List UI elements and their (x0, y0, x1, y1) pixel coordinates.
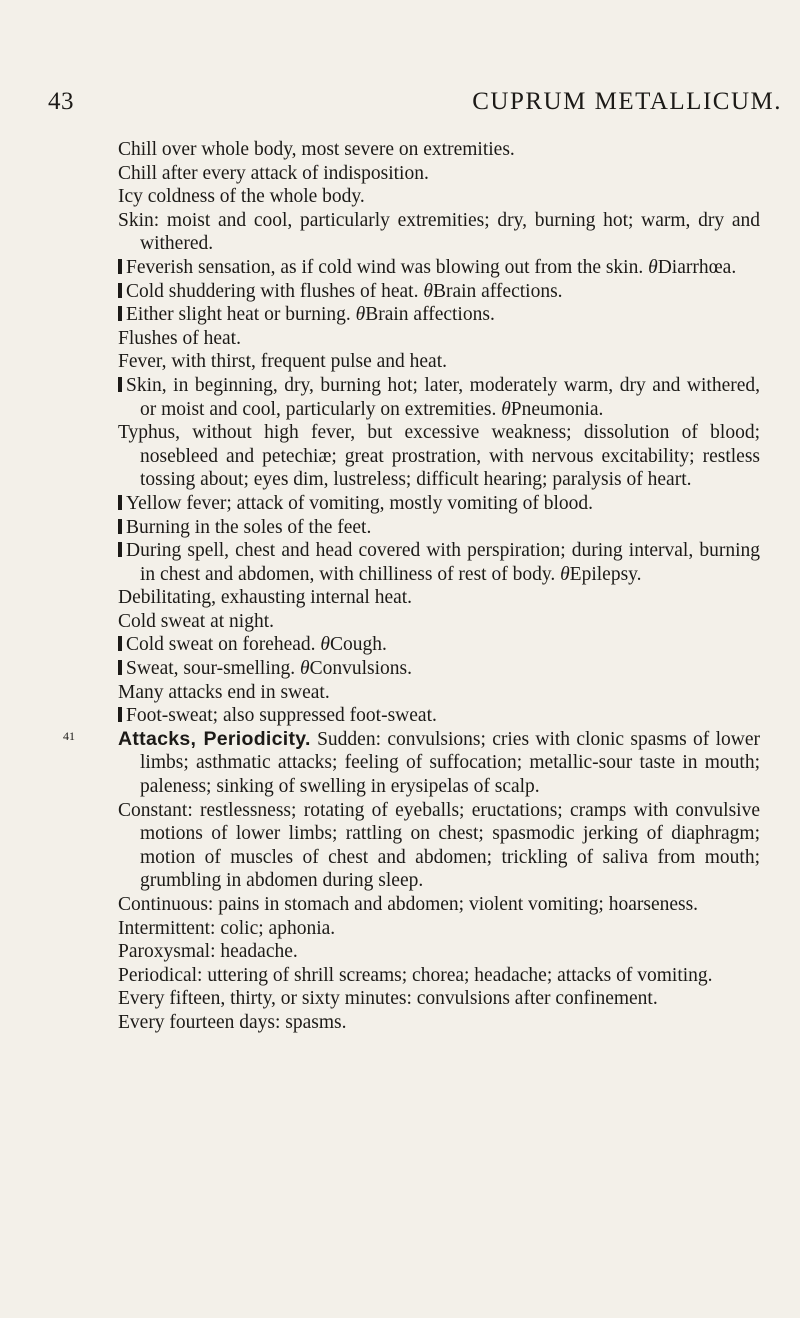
periodicity-paragraph (118, 964, 760, 988)
theta-symbol: θ (423, 280, 433, 302)
symptom-text: Foot-sweat; also suppressed foot-sweat. (126, 705, 437, 727)
symptom-paragraph (118, 586, 760, 610)
symptom-text: Sweat, sour-smelling. (126, 658, 296, 680)
symptom-text: Flushes of heat. (118, 327, 241, 349)
symptom-text: Skin: moist and cool, particularly extremities; dry, burning hot; warm, dry and withered. (118, 209, 760, 255)
emphasis-bar-icon (118, 283, 122, 298)
theta-symbol: θ (320, 634, 330, 656)
symptom-paragraph (118, 610, 760, 634)
periodicity-text: Every fourteen days: spasms. (118, 1011, 347, 1033)
symptom-text: Many attacks end in sweat. (118, 681, 330, 703)
periodicity-paragraph (118, 917, 760, 941)
emphasis-bar-icon (118, 707, 122, 722)
symptom-text: Icy coldness of the whole body. (118, 186, 365, 208)
symptom-paragraph (118, 374, 760, 421)
emphasis-bar-icon (118, 542, 122, 557)
theta-symbol: θ (648, 256, 658, 278)
periodicity-text: Continuous: pains in stomach and abdomen; violent vomiting; hoarseness. (118, 894, 699, 915)
symptom-paragraph (118, 138, 760, 162)
symptom-text: Feverish sensation, as if cold wind was blowing out from the skin. (126, 256, 644, 278)
theta-symbol: θ (300, 658, 310, 680)
periodicity-paragraph (118, 893, 760, 917)
symptom-text: Cold sweat on forehead. (126, 634, 316, 656)
symptom-text: Either slight heat or burning. (126, 304, 351, 326)
page-number: 43 (48, 88, 74, 115)
symptom-paragraph (118, 704, 760, 728)
periodicity-text: Periodical: uttering of shrill screams; chorea; headache; attacks of vomiting. (118, 964, 713, 986)
symptom-paragraph (118, 350, 760, 374)
symptom-text: Typhus, without high fever, but excessive weakness; dissolution of blood; nosebleed and petechiæ; great prostration, with nervous excitability; restless tossing about; eyes dim, lustreless; difficult hearing; paralysis of heart. (118, 422, 760, 491)
symptom-paragraph (118, 516, 760, 540)
emphasis-bar-icon (118, 377, 122, 392)
symptom-text: Skin, in beginning, dry, burning hot; later, moderately warm, dry and withered, or moist and cool, particularly on extremities. (126, 374, 760, 420)
condition-note: Diarrhœa. (657, 256, 737, 278)
symptom-paragraph (118, 162, 760, 186)
symptom-paragraph (118, 657, 760, 681)
periodicity-paragraph (118, 940, 760, 964)
symptom-paragraph (118, 185, 760, 209)
periodicity-text: Constant: restlessness; rotating of eyeballs; eructations; cramps with convulsive motions of lower limbs; rattling on chest; spasmodic jerking of diaphragm; motion of muscles of chest and abdomen; trickling of saliva from mouth; grumbling in abdomen during sleep. (118, 799, 760, 892)
symptom-text: Chill over whole body, most severe on extremities. (118, 139, 515, 160)
symptom-text: Debilitating, exhausting internal heat. (118, 587, 413, 609)
symptom-paragraph (118, 280, 760, 304)
symptom-text: Burning in the soles of the feet. (126, 516, 372, 538)
periodicity-text: Intermittent: colic; aphonia. (118, 917, 336, 939)
condition-note: Epilepsy. (569, 563, 642, 585)
symptom-text: Cold sweat at night. (118, 610, 274, 632)
emphasis-bar-icon (118, 259, 122, 274)
symptom-paragraph (118, 256, 760, 280)
condition-note: Pneumonia. (510, 398, 604, 420)
condition-note: Convulsions. (309, 658, 413, 680)
section-heading: Attacks, Periodicity. (118, 727, 311, 750)
symptom-text: Chill after every attack of indisposition. (118, 162, 429, 184)
symptom-paragraph (118, 539, 760, 586)
symptom-paragraph (118, 327, 760, 351)
symptom-paragraph (118, 492, 760, 516)
emphasis-bar-icon (118, 495, 122, 510)
symptom-paragraph (118, 633, 760, 657)
theta-symbol: θ (560, 563, 570, 585)
theta-symbol: θ (501, 398, 511, 420)
symptom-text: Yellow fever; attack of vomiting, mostly vomiting of blood. (126, 492, 594, 514)
emphasis-bar-icon (118, 306, 122, 321)
symptom-text: Fever, with thirst, frequent pulse and heat. (118, 351, 448, 373)
symptom-list (118, 138, 760, 728)
condition-note: Brain affections. (432, 280, 563, 302)
emphasis-bar-icon (118, 660, 122, 675)
symptom-paragraph (118, 421, 760, 492)
periodicity-paragraph (118, 987, 760, 1011)
emphasis-bar-icon (118, 636, 122, 651)
running-title: CUPRUM METALLICUM. (472, 88, 782, 115)
section-lead-text: Sudden: convulsions; cries with clonic spasms of lower limbs; asthmatic attacks; feeling of suffocation; metallic-sour taste in mouth; paleness; sinking of swelling in erysipelas of scalp. (140, 728, 761, 798)
symptom-paragraph (118, 681, 760, 705)
theta-symbol: θ (355, 304, 366, 326)
symptom-paragraph (118, 303, 760, 327)
periodicity-list (118, 799, 760, 1035)
periodicity-paragraph (118, 1011, 760, 1035)
condition-note: Cough. (330, 634, 387, 656)
periodicity-text: Every fifteen, thirty, or sixty minutes: convulsions after confinement. (118, 988, 658, 1010)
periodicity-text: Paroxysmal: headache. (118, 941, 298, 963)
symptom-paragraph (118, 209, 760, 256)
section-lead-paragraph: 41 Attacks, Periodicity. Sudden: convulsions; cries with clonic spasms of lower limbs; asthmatic attacks; feeling of suffocation; metallic-sour taste in mouth; paleness; sinking of swelling in erysipelas of scalp. (63, 727, 761, 798)
running-header (48, 88, 782, 120)
symptom-text: Cold shuddering with flushes of heat. (126, 280, 419, 302)
condition-note: Brain affections. (365, 304, 495, 326)
emphasis-bar-icon (118, 519, 122, 534)
symptom-text: During spell, chest and head covered with perspiration; during interval, burning in chest and abdomen, with chilliness of rest of body. (126, 540, 760, 585)
body-text (63, 138, 761, 1035)
periodicity-paragraph (118, 799, 760, 893)
